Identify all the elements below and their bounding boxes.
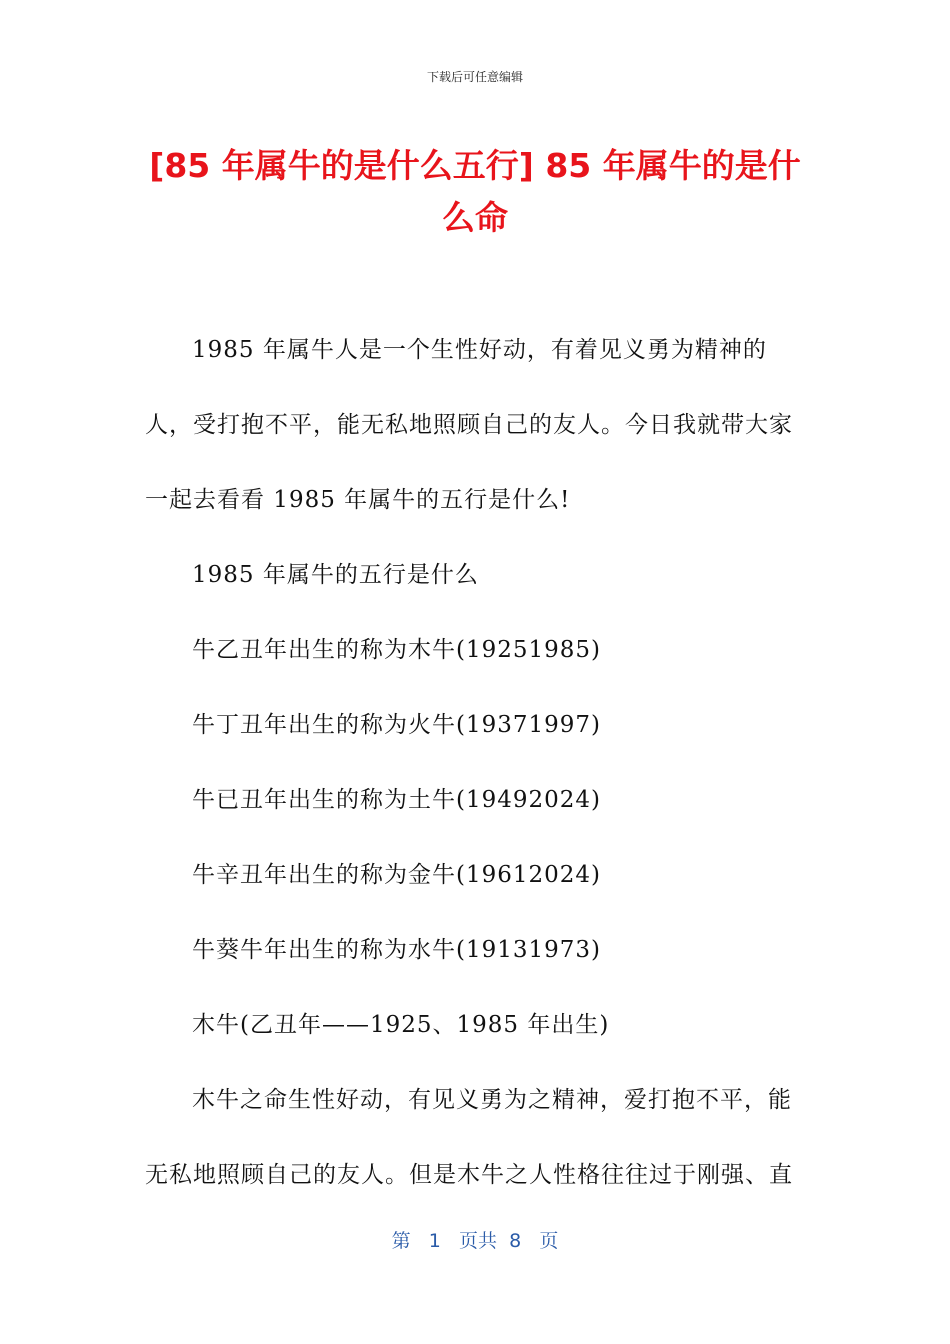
paragraph: 牛已丑年出生的称为土牛(19492024) (192, 787, 602, 813)
paragraph: 1985 年属牛人是一个生性好动，有着见义勇为精神的人，受打抱不平，能无私地照顾自己的友人。今日我就带大家一起去看看 1985 年属牛的五行是什么! (145, 337, 793, 513)
paragraph: 1985 年属牛的五行是什么 (192, 562, 479, 588)
document-body (145, 313, 795, 1213)
paragraph: 牛乙丑年出生的称为木牛(19251985) (192, 637, 602, 663)
paragraph: 牛葵牛年出生的称为水牛(19131973) (192, 937, 602, 963)
header-note: 下载后可任意编辑 (426, 70, 523, 84)
current-page-number: 1 (428, 1230, 441, 1252)
document-title: [85 年属牛的是什么五行] 85 年属牛的是什么命 (149, 146, 801, 237)
page-footer (0, 1226, 950, 1253)
paragraph: 木牛(乙丑年——1925、1985 年出生) (192, 1012, 610, 1038)
paragraph: 木牛之命生性好动，有见义勇为之精神，爱打抱不平，能无私地照顾自己的友人。但是木牛之人性格往往过于刚强、直 (145, 1087, 793, 1188)
footer-suffix: 页 (539, 1230, 559, 1252)
total-pages-number: 8 (509, 1230, 522, 1252)
paragraph: 牛丁丑年出生的称为火牛(19371997) (192, 712, 602, 738)
paragraph: 牛辛丑年出生的称为金牛(19612024) (192, 862, 602, 888)
footer-prefix: 第 (391, 1230, 411, 1252)
footer-middle: 页共 (459, 1230, 498, 1252)
